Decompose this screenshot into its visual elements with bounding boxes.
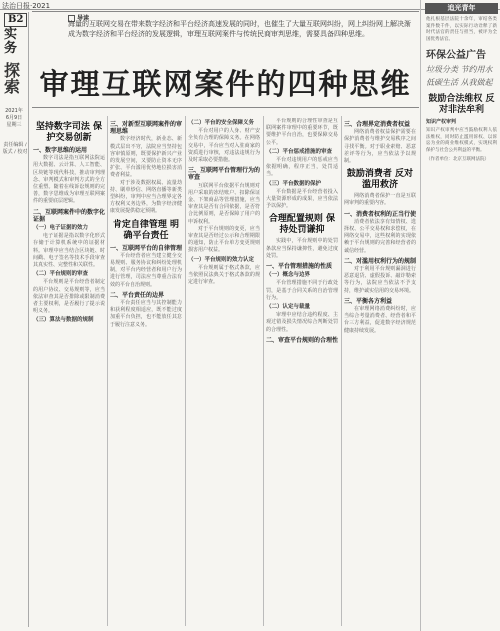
paragraph: 审理中应结合违约程度、主观过错及损失情况综合判断处罚的合理性。	[266, 312, 338, 333]
issue-date-weekday: 星期三	[6, 122, 22, 128]
newspaper-masthead-label: 法治日报·2021	[2, 2, 51, 10]
paragraph: 平台规则属于格式条款，应当依照民法典关于格式条款的规定进行审查。	[188, 264, 260, 286]
paragraph: 平台对违规用户的惩戒应当依据明确，程序正当，处罚适当。	[266, 157, 338, 178]
subheading: 一、平台管理措施的性质	[266, 263, 333, 271]
paragraph: 平台对用户的人身、财产安全负有合理的保障义务。在网络交易中，平台应当对入驻商家的资质进行审核，对违法违规行为及时采取必要措施。	[188, 128, 260, 164]
sidebar-subheading: 知识产权审判	[426, 119, 457, 125]
paragraph: 平台经营者应当建立健全交易规则、服务协议和纠纷处理机制，对平台内经营者和用户行为进行管理，司法应当尊重合法有效的平台自治规则。	[110, 252, 182, 288]
paragraph: 数字司法是指互联网法院运用大数据、云计算、人工智能、区块链等现代科技，推动审判理念、审判模式和审判方式的全方位重塑。随着在线诉讼规则的完善，数字思维成为审理互联网案件的重要底层逻辑。	[33, 155, 105, 205]
paragraph: 电子证据是指以数字化形式存储于计算机系统中的证据材料。审理中应当结合区块链、时间戳、电子签名等技术手段审查其真实性、完整性和关联性。	[33, 233, 105, 269]
paragraph: 平台数据是平台经营者投入大量资源形成的成果，应当依法予以保护。	[266, 188, 338, 210]
subheading: 三、对新型互联网案件的审理思维	[110, 121, 182, 136]
paragraph: 对于平台规则的变更，应当审查其是否经过公示和合理期限的通知，防止平台单方变更规则损害用户权益。	[188, 225, 260, 254]
page-code: B2	[4, 13, 27, 27]
column-divider	[107, 116, 108, 626]
column-b	[110, 118, 182, 624]
subheading: 三、互联网平台管理行为的审查	[188, 167, 260, 182]
sidebar-divider	[420, 0, 421, 631]
column-e	[344, 118, 416, 624]
paragraph: 平台管理措施不同于行政处罚，是基于合同关系的自治管理行为。	[266, 280, 338, 301]
sidebar-article-title: 鼓励合法维权 反对非法牟利	[428, 94, 495, 115]
paragraph: 平台责任应当与其控制能力和获利程度相适应，既不能过度加重平台负担，也不能放任其怠于履行注意义务。	[110, 300, 182, 328]
right-sidebar	[423, 0, 500, 631]
subheading: （二）平台的安全保障义务	[188, 120, 255, 126]
paragraph: 平台规则的合理性审查是互联网案件审理中的重要环节，既要维护平台自治，也要保障交易公平。	[266, 118, 338, 146]
main-headline: 审理互联网案件的四种思维	[39, 67, 412, 101]
subheading: （三）算法与数据的规制	[33, 317, 94, 324]
issue-date	[3, 108, 25, 129]
subheading: 二、对滥用权利行为的规制	[344, 257, 416, 265]
subheading: 二、平台责任的边界	[110, 291, 165, 299]
article-title-b: 肯定自律管理 明确平台责任	[112, 219, 180, 241]
column-divider	[185, 116, 186, 626]
subheading: 三、平衡各方利益	[344, 297, 393, 305]
column-divider	[341, 116, 342, 626]
paragraph: 互联网平台依据平台规则对用户采取的冻结账户、扣除保证金、下架商品等管理措施，应当审查其是否有合同依据，是否符合比例原则，是否保障了用户的申诉权利。	[188, 182, 260, 225]
left-column-divider	[28, 12, 29, 627]
subheading: （一）电子证据的效力	[33, 225, 89, 232]
editor-credit: 责任编辑 / 版式 / 校对	[2, 142, 28, 155]
paragraph: 对于利用平台规则漏洞进行恶意退货、虚假投诉、敲诈勒索等行为，法院应当依法不予支持，维护诚实信用的交易环境。	[344, 266, 416, 294]
subheading: 一、数字思维的运用	[33, 147, 88, 154]
paragraph: 消费者依法享有知情权、选择权、公平交易权和求偿权，在网络交易中，这些权利的实现依赖于平台规则的完善和经营者的诚信经营。	[344, 218, 416, 254]
issue-date-year: 2021年	[5, 108, 23, 114]
paragraph: 网络消费者权益保护需要在保护消费者与维护交易秩序之间寻找平衡。对于职业索赔、恶意差评等行为，应当依法予以规制。	[344, 129, 416, 165]
header-bottom-rule	[32, 107, 419, 108]
subheading: （二）平台规则的审查	[33, 271, 89, 278]
subheading: 一、消费者权利的正当行使	[344, 210, 416, 218]
header-top-rule	[32, 11, 419, 12]
sidebar-paragraph: 知识产权审判中应当鼓励权利人依法维权，同时防止滥用诉权、以诉讼为业的商业维权模式，实现权利保护与社会公共利益的平衡。	[426, 128, 497, 153]
section-name-secondary: 探索	[4, 61, 21, 96]
handwriting-slogan: 垃圾分类 节约用水	[426, 65, 493, 74]
handwriting-slogan: 低碳生活 从我做起	[426, 78, 493, 87]
article-title-a: 坚持数字司法 保护交易创新	[35, 122, 103, 143]
subheading: 一、互联网平台的自律管理	[110, 244, 182, 252]
column-c	[188, 118, 260, 624]
paragraph: 数字经济时代，新业态、新模式层出不穷，法院应当坚持包容审慎原则，既要保护新兴产业的发展空间，又要防止资本无序扩张、平台滥用优势地位损害消费者利益。	[110, 136, 182, 179]
paragraph: 实践中，平台规则中的处罚条款应当保持谦抑性，避免过度处罚。	[266, 238, 338, 259]
column-divider	[263, 116, 264, 626]
public-service-ad-banner: 环保公益广告	[426, 50, 486, 61]
column-d	[266, 118, 338, 624]
paragraph: 网络消费者保护一直是互联网审判的重要内容。	[344, 193, 416, 207]
article-title-d: 合理配置规则 保持处罚谦抑	[268, 214, 336, 236]
subheading: （一）平台规则的效力认定	[188, 256, 255, 263]
subheading: 三、合理界定消费者权益	[344, 121, 411, 128]
sidebar-text: 他扎根基层法院十余年，审结各类案件数千件，以实际行动诠释了新时代法官的责任与担当，被评为全国优秀法官。	[426, 17, 497, 42]
subheading: （二）认定与裁量	[266, 304, 311, 311]
subheading: 二、审查平台规则的合理性	[266, 336, 338, 344]
sidebar-title: 追光青年	[425, 3, 498, 14]
author-credit: （作者单位：北京互联网法院）	[426, 157, 489, 162]
lead-paragraph: 海量的互联网交易在带来数字经济和平台经济高速发展的同时，也催生了大量互联网纠纷，网上纠纷网上解决渐成为数字经济和平台经济的发展逻辑，审理互联网案件与传统民商审判思维，需要具备四种思维。	[68, 20, 411, 38]
subheading: （一）概念与边界	[266, 272, 311, 279]
subheading: 二、互联网案件中的数字化证据	[33, 208, 105, 223]
article-title-e: 鼓励消费者 反对滥用救济	[346, 169, 414, 191]
kicker-label: 导读	[77, 15, 90, 22]
section-name: 实务	[4, 27, 18, 56]
paragraph: 平台规则是平台经营者制定的用户协议、交易规则等，应当依法审查其是否排除或限制消费者主要权利，是否履行了提示说明义务。	[33, 279, 105, 315]
subheading: （二）平台惩戒措施的审查	[266, 148, 333, 155]
column-a	[33, 118, 105, 624]
paragraph: 在审理网络消费纠纷时，应当综合考量消费者、经营者和平台三方利益，促进数字经济规范健康持续发展。	[344, 306, 416, 334]
issue-date-day: 6月9日	[5, 115, 23, 121]
subheading: （三）平台数据的保护	[266, 180, 322, 187]
paragraph: 对于涉及数据权属、流量劫持、刷单炒信、网络直播等新类型纠纷，审判中应当合理界定各方权利义务边界，为数字经济健康发展提供稳定预期。	[110, 179, 182, 215]
